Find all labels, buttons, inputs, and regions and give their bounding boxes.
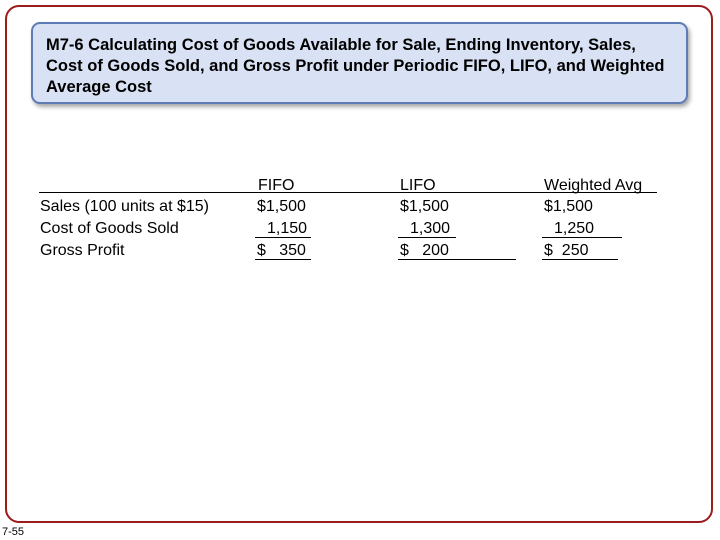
lifo-gp-rule (398, 259, 516, 260)
header-weighted-avg: Weighted Avg (544, 177, 643, 194)
row-label-sales: Sales (100 units at $15) (40, 198, 209, 215)
lifo-sales: $1,500 (400, 198, 449, 215)
weighted-avg-cogs-rule (542, 237, 622, 238)
lifo-gross-profit: $ 200 (400, 242, 449, 259)
header-rule-labels (39, 192, 251, 193)
lifo-cogs-rule (398, 237, 456, 238)
fifo-gp-rule (255, 259, 311, 260)
header-lifo: LIFO (400, 177, 436, 194)
header-rule-weighted-avg (517, 192, 657, 193)
weighted-avg-cogs: 1,250 (554, 220, 595, 237)
fifo-sales: $1,500 (257, 198, 306, 215)
slide-title: M7-6 Calculating Cost of Goods Available for Sale, Ending Inventory, Sales, Cost of Goods Sold, and Gross Profit under Periodic FIFO, LIFO, and Weighted Average Cost (46, 36, 665, 96)
weighted-avg-gross-profit: $ 250 (544, 242, 589, 259)
page-number: 7-55 (2, 526, 25, 538)
weighted-avg-sales: $1,500 (544, 198, 593, 215)
row-label-gross-profit: Gross Profit (40, 242, 125, 259)
lifo-cogs: 1,300 (410, 220, 451, 237)
fifo-gross-profit: $ 350 (257, 242, 306, 259)
weighted-avg-gp-rule (542, 259, 618, 260)
header-fifo: FIFO (258, 177, 295, 194)
row-label-cogs: Cost of Goods Sold (40, 220, 179, 237)
header-rule-lifo (373, 192, 517, 193)
fifo-cogs-rule (255, 237, 311, 238)
header-rule-fifo (251, 192, 373, 193)
fifo-cogs: 1,150 (267, 220, 308, 237)
title-box (31, 22, 688, 104)
